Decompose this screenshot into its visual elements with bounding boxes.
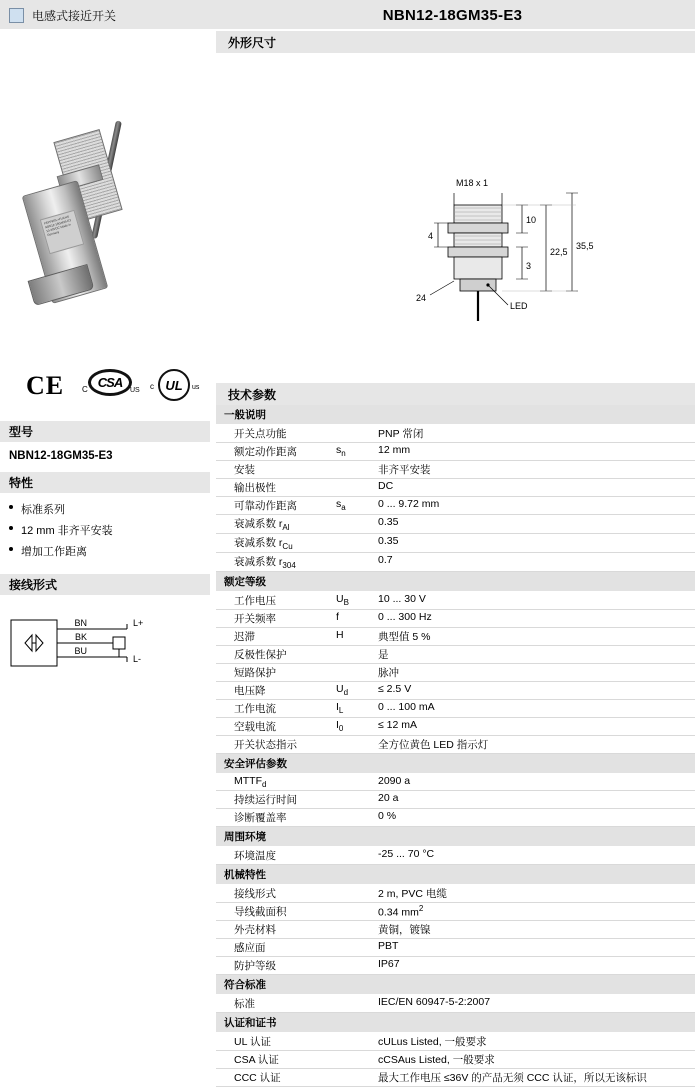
tech-key: 外壳材料 (216, 921, 336, 939)
tech-group-header (216, 827, 695, 847)
tech-symbol (336, 774, 374, 791)
section-body-model (0, 443, 210, 472)
tech-key: CCC 认证 (216, 1069, 336, 1087)
tech-value: 最大工作电压 ≤36V 的产品无须 CCC 认证，所以无该标识 (374, 1069, 695, 1087)
table-row (216, 903, 695, 921)
tech-value: 脉冲 (374, 664, 695, 682)
tech-symbol (336, 921, 374, 939)
table-row (216, 791, 695, 809)
table-row (216, 515, 695, 534)
wire-label-lminus: L- (133, 654, 142, 664)
section-title-features: 特性 (0, 472, 210, 494)
tech-symbol (336, 736, 374, 754)
tech-value: 10 ... 30 V (374, 592, 695, 610)
table-row (216, 1051, 695, 1069)
tech-key: 额定动作距离 (216, 443, 336, 461)
wire-label-lplus: L+ (133, 618, 144, 628)
tech-symbol (336, 425, 374, 443)
table-row (216, 425, 695, 443)
tech-value: 0.7 (374, 553, 695, 572)
dim-label-10: 10 (526, 215, 537, 225)
tech-key: 迟滞 (216, 628, 336, 646)
tech-value: -25 ... 70 °C (374, 847, 695, 865)
tech-value: 全方位黄色 LED 指示灯 (374, 736, 695, 754)
page-header (0, 0, 695, 30)
right-column (216, 31, 695, 1087)
dim-label-24: 24 (416, 293, 427, 303)
ce-mark: CE (26, 371, 65, 400)
header-model-area (210, 0, 695, 30)
tech-key: 安装 (216, 461, 336, 479)
tech-group-header (216, 975, 695, 995)
approval-marks (0, 361, 210, 421)
tech-symbol (336, 664, 374, 682)
tech-group-label: 机械特性 (216, 865, 695, 885)
tech-key: 导线截面积 (216, 903, 336, 921)
table-row (216, 646, 695, 664)
ul-mark (150, 369, 206, 405)
tech-value: IP67 (374, 957, 695, 975)
tech-key: 输出极性 (216, 479, 336, 497)
tech-symbol: $I_0$ (336, 718, 374, 736)
table-row (216, 534, 695, 553)
sensor-illustration (28, 126, 178, 316)
csa-mark-label: CSA (88, 369, 132, 396)
dim-label-thread: M18 x 1 (456, 178, 489, 188)
tech-key: 开关点功能 (216, 425, 336, 443)
table-row (216, 664, 695, 682)
table-row (216, 736, 695, 754)
tech-key: 反极性保护 (216, 646, 336, 664)
tech-value: ≤ 12 mA (374, 718, 695, 736)
model-value: NBN12-18GM35-E3 (9, 450, 113, 462)
tech-group-label: 一般说明 (216, 405, 695, 425)
tech-symbol (336, 957, 374, 975)
table-row (216, 700, 695, 718)
tech-symbol (336, 903, 374, 921)
tech-value: DC (374, 479, 695, 497)
tech-key: 诊断覆盖率 (216, 809, 336, 827)
tech-symbol (336, 995, 374, 1013)
tech-symbol: $s_n$ (336, 443, 374, 461)
table-row (216, 939, 695, 957)
dim-label-4: 4 (428, 231, 434, 241)
tech-symbol: $s_a$ (336, 497, 374, 515)
table-row (216, 628, 695, 646)
tech-symbol: $I_L$ (336, 700, 374, 718)
tech-value: 0 ... 9.72 mm (374, 497, 695, 515)
tech-group-header (216, 572, 695, 592)
table-row (216, 553, 695, 572)
list-item: 标准系列 (9, 501, 201, 517)
tech-symbol (336, 1069, 374, 1087)
tech-spec-body (216, 405, 695, 1087)
section-title-wiring: 接线形式 (0, 574, 210, 596)
table-row (216, 847, 695, 865)
table-row (216, 461, 695, 479)
category-icon (9, 8, 24, 23)
section-title-dimensions: 外形尺寸 (216, 31, 695, 53)
tech-value: PBT (374, 939, 695, 957)
tech-symbol (336, 534, 374, 553)
header-category-area (0, 0, 210, 30)
tech-value: cCSAus Listed, 一般要求 (374, 1051, 695, 1069)
tech-key: 感应面 (216, 939, 336, 957)
tech-value: IEC/EN 60947-5-2:2007 (374, 995, 695, 1013)
tech-key: 衰减系数 $r_{Cu}$ (216, 534, 336, 553)
wiring-diagram (9, 604, 199, 694)
table-row (216, 718, 695, 736)
tech-group-label: 周围环境 (216, 827, 695, 847)
table-row (216, 809, 695, 827)
tech-symbol (336, 939, 374, 957)
tech-group-header (216, 754, 695, 774)
tech-key: $MTTF_d$ (216, 774, 336, 791)
tech-symbol (336, 1033, 374, 1051)
tech-symbol (336, 515, 374, 534)
tech-group-header (216, 865, 695, 885)
tech-key: 开关频率 (216, 610, 336, 628)
tech-key: 衰减系数 $r_{Al}$ (216, 515, 336, 534)
csa-mark-right: US (130, 387, 140, 394)
table-row (216, 1069, 695, 1087)
table-row (216, 995, 695, 1013)
table-row (216, 592, 695, 610)
dim-label-355: 35,5 (576, 241, 594, 251)
tech-key: 空载电流 (216, 718, 336, 736)
list-item: 增加工作距离 (9, 543, 201, 559)
tech-value: 0 ... 100 mA (374, 700, 695, 718)
tech-symbol: H (336, 628, 374, 646)
table-row (216, 497, 695, 515)
tech-value: 黄铜，镀镍 (374, 921, 695, 939)
tech-symbol (336, 791, 374, 809)
tech-value: 0.35 (374, 534, 695, 553)
csa-mark-left: C (82, 385, 88, 394)
tech-value: 20 a (374, 791, 695, 809)
table-row (216, 774, 695, 791)
dimension-drawing (216, 53, 695, 383)
tech-key: 开关状态指示 (216, 736, 336, 754)
tech-symbol (336, 479, 374, 497)
tech-value: 12 mm (374, 443, 695, 461)
ul-mark-left: c (150, 382, 154, 391)
dimension-svg (216, 53, 695, 383)
tech-key: 可靠动作距离 (216, 497, 336, 515)
dim-label-led: LED (510, 301, 528, 311)
tech-key: 短路保护 (216, 664, 336, 682)
tech-value: ≤ 2.5 V (374, 682, 695, 700)
tech-value: 典型值 5 % (374, 628, 695, 646)
tech-key: 工作电压 (216, 592, 336, 610)
tech-symbol (336, 1051, 374, 1069)
tech-key: UL 认证 (216, 1033, 336, 1051)
tech-value: 0 ... 300 Hz (374, 610, 695, 628)
tech-symbol (336, 646, 374, 664)
ul-mark-right: us (192, 384, 200, 391)
left-column (0, 31, 210, 986)
tech-symbol (336, 885, 374, 903)
tech-key: 标准 (216, 995, 336, 1013)
tech-key: 持续运行时间 (216, 791, 336, 809)
tech-value: 2 m, PVC 电缆 (374, 885, 695, 903)
page-title: NBN12-18GM35-E3 (382, 6, 523, 24)
table-row (216, 610, 695, 628)
tech-spec-table (216, 405, 695, 1087)
tech-value: PNP 常闭 (374, 425, 695, 443)
tech-value: 0.35 (374, 515, 695, 534)
tech-key: 防护等级 (216, 957, 336, 975)
wire-label-bn: BN (74, 618, 87, 628)
table-row (216, 1033, 695, 1051)
csa-mark (82, 369, 140, 405)
tech-value: cULus Listed, 一般要求 (374, 1033, 695, 1051)
tech-key: 工作电流 (216, 700, 336, 718)
tech-value: 0 % (374, 809, 695, 827)
sensor-type-label: PEPPERL+FUCHS NBN12-18GM35-E3 10-30VDC Made in Germany (40, 210, 85, 255)
wire-label-bk: BK (74, 632, 87, 642)
tech-symbol: $U_B$ (336, 592, 374, 610)
tech-symbol: $U_d$ (336, 682, 374, 700)
table-row (216, 921, 695, 939)
tech-value: 非齐平安装 (374, 461, 695, 479)
table-row (216, 957, 695, 975)
table-row (216, 885, 695, 903)
tech-key: 衰减系数 $r_{304}$ (216, 553, 336, 572)
dim-label-225: 22,5 (550, 247, 568, 257)
header-category-label: 电感式接近开关 (32, 8, 117, 23)
tech-symbol: f (336, 610, 374, 628)
tech-symbol (336, 847, 374, 865)
tech-symbol (336, 461, 374, 479)
dim-label-3: 3 (526, 261, 532, 271)
tech-value: 是 (374, 646, 695, 664)
tech-group-label: 认证和证书 (216, 1013, 695, 1033)
tech-symbol (336, 809, 374, 827)
tech-symbol (336, 553, 374, 572)
tech-group-label: 额定等级 (216, 572, 695, 592)
wire-label-bu: BU (74, 646, 87, 656)
table-row (216, 443, 695, 461)
tech-key: 接线形式 (216, 885, 336, 903)
table-row (216, 479, 695, 497)
tech-key: 环境温度 (216, 847, 336, 865)
tech-value: 0.34 $mm^2$ (374, 903, 695, 921)
section-title-tech: 技术参数 (216, 383, 695, 405)
list-item: 12 mm 非齐平安装 (9, 522, 201, 538)
tech-value: 2090 a (374, 774, 695, 791)
tech-group-label: 符合标准 (216, 975, 695, 995)
tech-group-label: 安全评估参数 (216, 754, 695, 774)
tech-key: CSA 认证 (216, 1051, 336, 1069)
section-title-model: 型号 (0, 421, 210, 443)
product-photo (0, 31, 210, 331)
tech-key: 电压降 (216, 682, 336, 700)
ul-mark-label: UL (158, 369, 190, 401)
tech-group-header (216, 405, 695, 425)
table-row (216, 682, 695, 700)
section-body-features (0, 494, 210, 574)
wiring-svg (9, 604, 199, 694)
tech-group-header (216, 1013, 695, 1033)
feature-list (9, 501, 201, 559)
